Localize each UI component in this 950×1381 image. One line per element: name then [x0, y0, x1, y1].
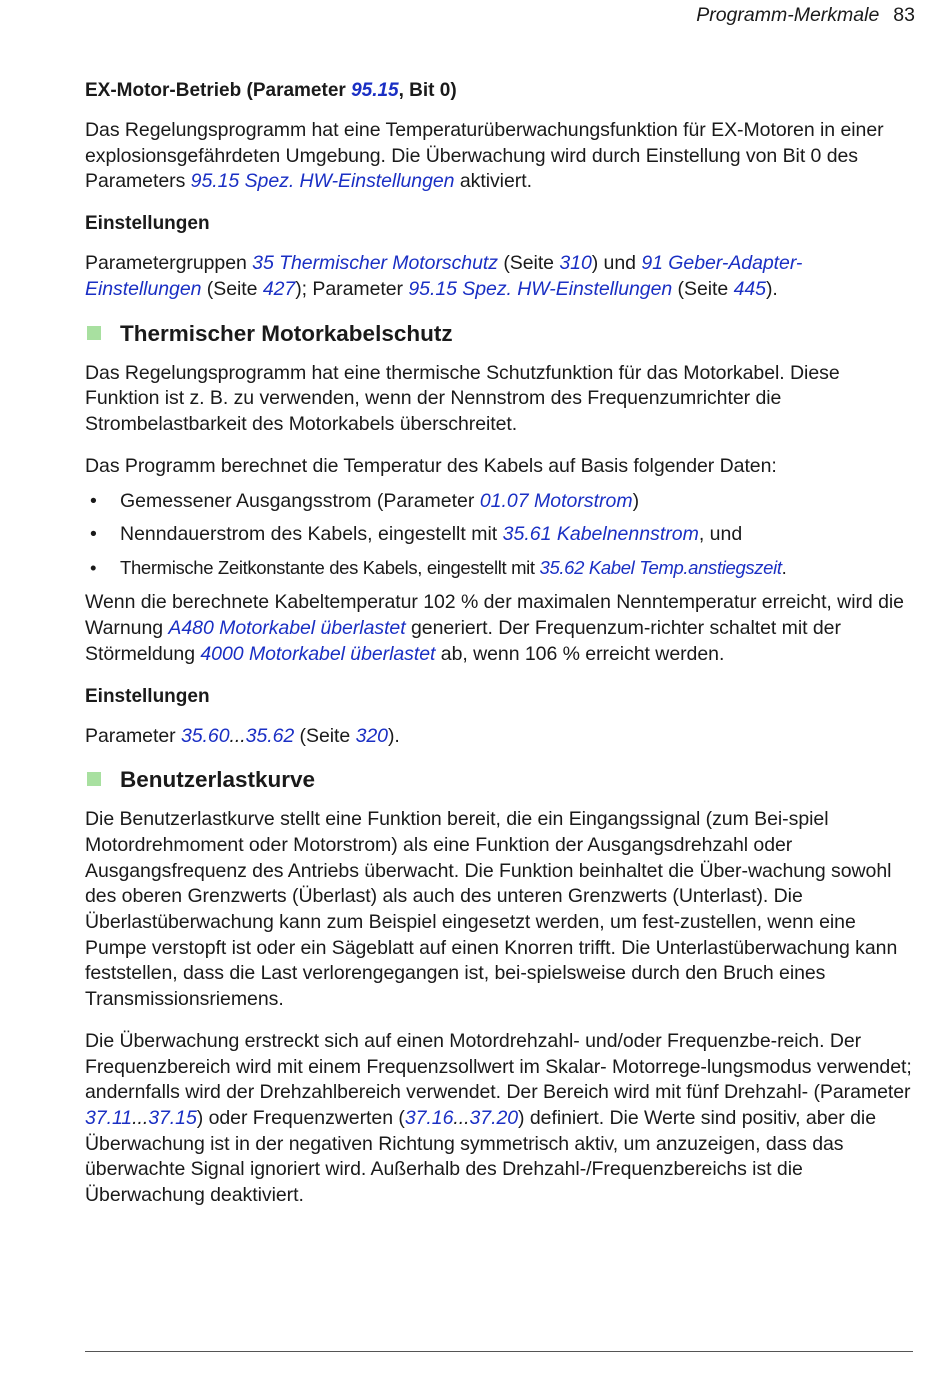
- warning-link[interactable]: A480 Motorkabel überlastet: [168, 617, 406, 640]
- user-load-paragraph-2: Die Überwachung erstreckt sich auf einen Motordrehzahl- und/oder Frequenzbe-reich. Der Frequenzbereich wird mit einem Frequenzsollwert im Skalar- Motorrege-lungsmodus verwendet; andernfalls wird der Drehzahlbereich verwendet. Der Bereich wird mit fünf Drehzahl- (Parameter 37.11...37.15) oder Frequenzwerten (37.16...37.20) definiert. Die Werte sind positiv, aber die Überwachung ist in der negativen Richtung symmetrisch aktiv, um anzuzeigen, dass das überwachte Signal ignoriert wird. Außerhalb des Drehzahl-/Frequenzbereichs ist die Überwachung deaktiviert.: [85, 1029, 912, 1207]
- cable-paragraph-3: Wenn die berechnete Kabeltemperatur 102 % der maximalen Nenntemperatur erreicht, wird die Warnung A480 Motorkabel überlastet generiert. Der Frequenzum-richter schaltet mit der Störmeldung 4000 Motorkabel überlastet ab, wenn 106 % erreicht werden.: [85, 591, 904, 665]
- cable-section-heading: Thermischer Motorkabelschutz: [85, 319, 915, 349]
- ex-motor-settings-heading: Einstellungen: [85, 213, 210, 235]
- page-link[interactable]: 445: [733, 277, 766, 300]
- section-title: Programm-Merkmale: [696, 4, 880, 26]
- param-link[interactable]: 95.15 Spez. HW-Einstellungen: [190, 170, 455, 193]
- list-item: • Nenndauerstrom des Kabels, eingestellt mit 35.61 Kabelnennstrom, und: [85, 522, 915, 548]
- cable-paragraph-2: Das Programm berechnet die Temperatur des Kabels auf Basis folgender Daten:: [85, 454, 777, 477]
- list-item: • Thermische Zeitkonstante des Kabels, eingestellt mit 35.62 Kabel Temp.anstiegszeit.: [85, 555, 915, 581]
- param-link[interactable]: 37.11: [85, 1106, 133, 1129]
- list-item: • Gemessener Ausgangsstrom (Parameter 01.07 Motorstrom): [85, 489, 915, 515]
- cable-paragraph-1: Das Regelungsprogramm hat eine thermische Schutzfunktion für das Motorkabel. Diese Funktion ist z. B. zu verwenden, wenn der Nennstrom des Frequenzumrichter die Strombelastbarkeit des Motorkabels überschreitet.: [85, 361, 840, 435]
- param-link[interactable]: 35.60: [180, 724, 230, 747]
- ex-motor-settings-paragraph: Parametergruppen 35 Thermischer Motorschutz (Seite 310) und 91 Geber-Adapter-Einstellungen (Seite 427); Parameter 95.15 Spez. HW-Einstellungen (Seite 445).: [85, 252, 803, 300]
- cable-settings-heading: Einstellungen: [85, 685, 210, 707]
- param-link[interactable]: 35.62: [245, 724, 295, 747]
- param-link[interactable]: 37.15: [148, 1106, 197, 1129]
- param-link[interactable]: 01.07 Motorstrom: [479, 490, 633, 513]
- user-load-paragraph-1: Die Benutzerlastkurve stellt eine Funktion bereit, die ein Eingangssignal (zum Bei-spiel Motordrehmoment oder Motorstrom) als eine Funktion der Ausgangsdrehzahl oder Ausgangsfrequenz des Antriebs überwacht. Die Funktion beinhaltet die Über-wachung sowohl des oberen Grenzwerts (Überlast) als auch des unteren Grenzwerts (Unterlast). Die Überlastüberwachung kann zum Beispiel eingesetzt werden, um fest-zustellen, wenn eine Pumpe verstopft ist oder ein Sägeblatt auf einen Knorren trifft. Die Unterlastüberwachung kann feststellen, dass die Last verlorengegangen ist, bei-spielsweise durch den Bruch eines Transmissionsriemens.: [85, 808, 898, 1011]
- bullet-icon: •: [90, 523, 97, 546]
- param-link[interactable]: 37.20: [469, 1106, 519, 1129]
- group-link[interactable]: 91 Geber-Adapter-Einstellungen: [85, 252, 803, 300]
- user-load-section-heading: Benutzerlastkurve: [85, 765, 915, 795]
- page-link[interactable]: 320: [355, 724, 388, 747]
- param-link[interactable]: 95.15: [351, 80, 399, 101]
- cable-data-list: [85, 489, 915, 580]
- bullet-icon: •: [90, 556, 97, 578]
- page-link[interactable]: 310: [559, 252, 592, 275]
- ex-motor-paragraph: Das Regelungsprogramm hat eine Temperaturüberwachungsfunktion für EX-Motoren in einer explosionsgefährdeten Umgebung. Die Überwachung wird durch Einstellung von Bit 0 des Parameters 95.15 Spez. HW-Einstellungen aktiviert.: [85, 119, 884, 193]
- group-link[interactable]: 35 Thermischer Motorschutz: [252, 252, 498, 275]
- main-content: [85, 78, 915, 1225]
- page-number: 83: [893, 4, 915, 26]
- param-link[interactable]: 95.15 Spez. HW-Einstellungen: [408, 277, 673, 300]
- param-link[interactable]: 35.62 Kabel Temp.anstiegszeit: [539, 556, 782, 578]
- param-link[interactable]: 37.16: [404, 1106, 454, 1129]
- fault-link[interactable]: 4000 Motorkabel überlastet: [200, 642, 436, 665]
- ex-motor-heading: EX-Motor-Betrieb (Parameter 95.15, Bit 0): [85, 80, 457, 101]
- running-header: [696, 4, 915, 27]
- cable-settings-paragraph: Parameter 35.60...35.62 (Seite 320).: [85, 724, 400, 747]
- section-square-icon: [87, 326, 101, 340]
- param-link[interactable]: 35.61 Kabelnennstrom: [502, 523, 699, 546]
- section-square-icon: [87, 772, 101, 786]
- page-link[interactable]: 427: [262, 277, 296, 300]
- footer-divider: [85, 1351, 913, 1352]
- bullet-icon: •: [90, 490, 97, 513]
